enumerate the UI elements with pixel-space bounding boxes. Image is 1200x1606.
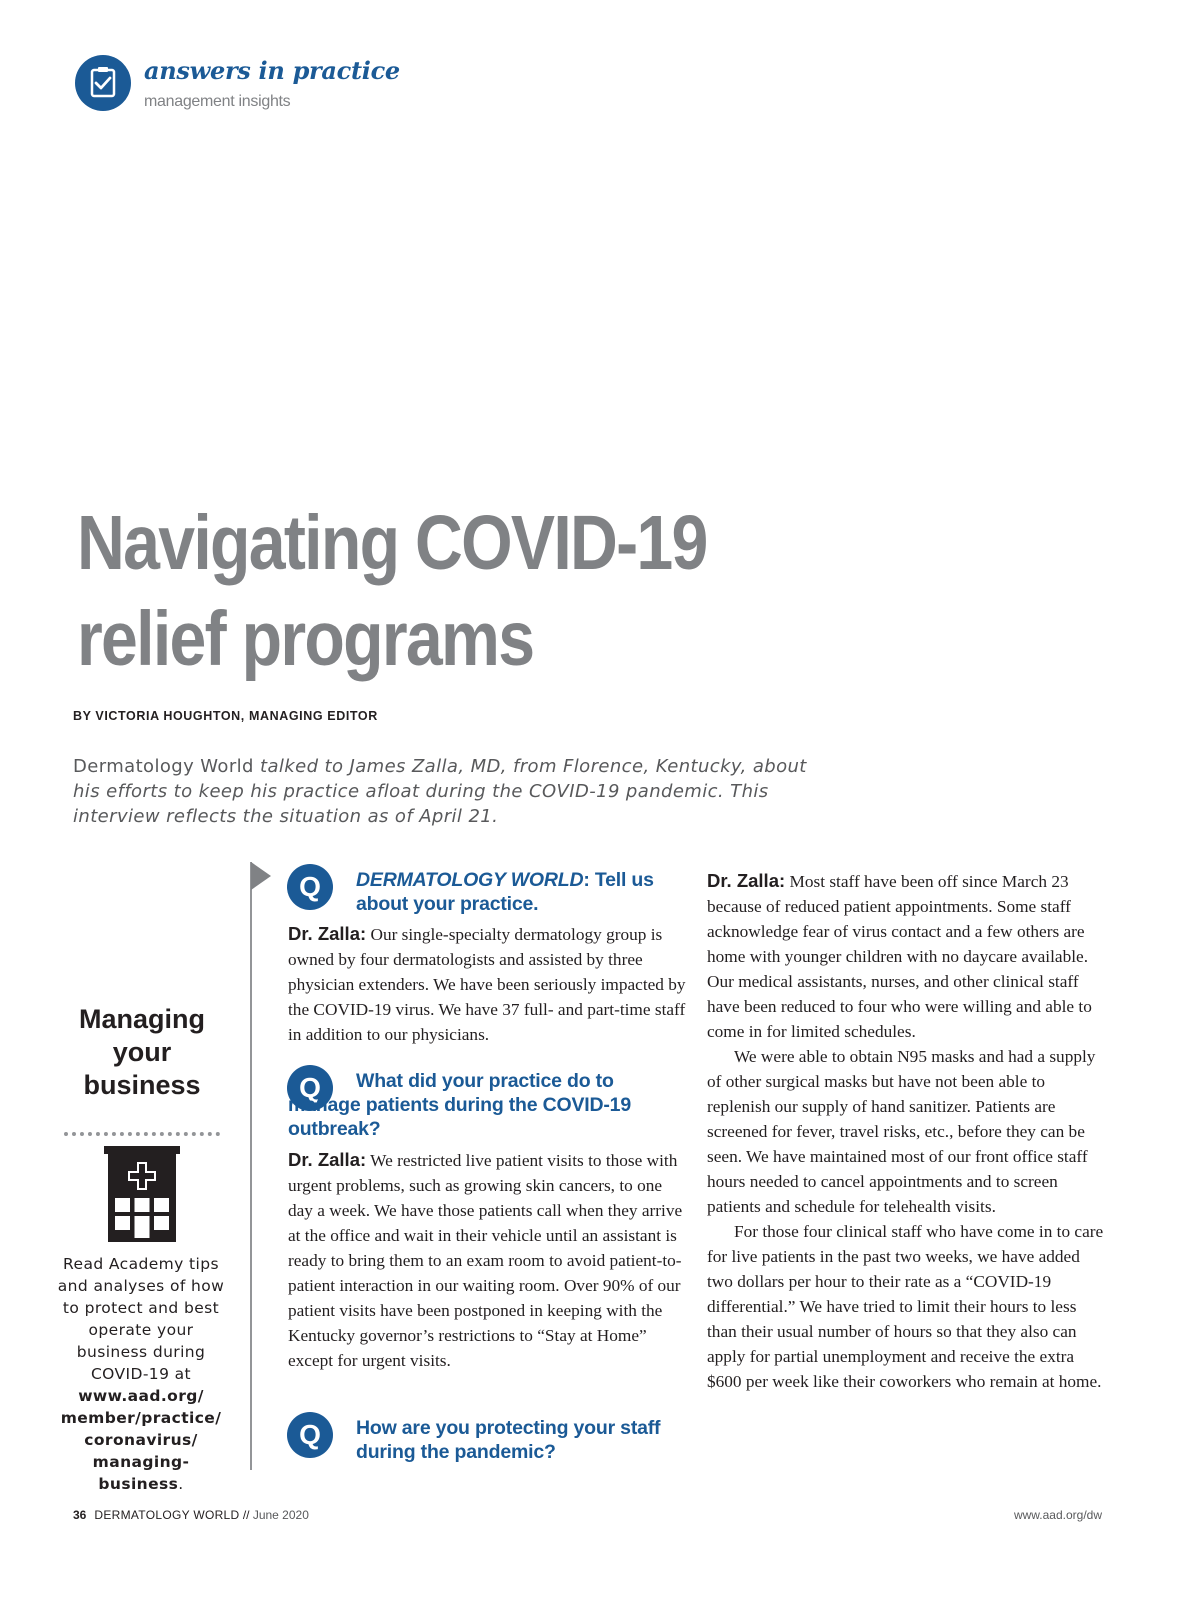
headline-line-2: relief programs	[77, 596, 534, 682]
page-number: 36	[73, 1508, 87, 1522]
answer-1: Dr. Zalla: Our single-specialty dermatology group is owned by four dermatologists and assisted by three physician extenders. We have been seriously impacted by the COVID-19 virus. We have 37 full- and part-time staff in addition to our physicians.	[288, 923, 686, 1044]
q-badge-icon: Q	[287, 1065, 333, 1111]
section-subtitle: management insights	[144, 93, 291, 110]
footer-magazine: DERMATOLOGY WORLD	[94, 1508, 240, 1522]
q-badge-icon: Q	[287, 1412, 333, 1458]
answer-2: Dr. Zalla: We restricted live patient visits to those with urgent problems, such as growing skin cancers, to one day a week. We have those patients call when they arrive at the office and wait in their vehicle until an assistant is ready to bring them to an exam room to avoid patient-to-patient interaction in our waiting room. Over 90% of our patient visits have been postponed in keeping with the Kentucky governor’s restrictions to “Stay at Home” except for urgent visits.	[288, 1149, 683, 1370]
speaker-label: Dr. Zalla:	[288, 923, 367, 944]
clipboard-check-icon	[75, 55, 131, 111]
q-badge-icon: Q	[287, 864, 333, 910]
pointer-arrow-icon	[251, 862, 271, 890]
medical-building-icon	[104, 1146, 180, 1242]
section-logo	[75, 55, 131, 111]
sidebar-link[interactable]: www.aad.org/ member/practice/ coronavirus/ managing-business	[60, 1387, 222, 1493]
article-headline	[77, 495, 782, 687]
article-intro	[73, 754, 833, 829]
intro-text: talked to James Zalla, MD, from Florence, Kentucky, about his efforts to keep his practice afloat during the COVID-19 pandemic. This interview reflects the situation as of April 21.	[73, 756, 807, 827]
sidebar-title: Managing your business	[79, 1004, 205, 1100]
sidebar-text: Read Academy tips and analyses of how to protect and best operate your business during COVID-19 at www.aad.org/ member/practice/ coronavirus/ managing-business.	[57, 1255, 225, 1493]
footer-url[interactable]: www.aad.org/dw	[1013, 1508, 1102, 1522]
section-title: answers in practice	[144, 56, 400, 85]
answer-3: Dr. Zalla: Most staff have been off since March 23 because of reduced patient appointments. Some staff acknowledge fear of virus contact and a few others are home with younger children with no daycare available. Our medical assistants, nurses, and other clinical staff have been reduced to four who were willing and able to come in for limited schedules. We were able to obtain N95 masks and had a supply of other surgical masks but have not been able to replenish our supply of hand sanitizer. Patients are screened for fever, travel risks, etc., before they can be seen. We have maintained most of our front office staff hours needed to cancel appointments and to screen patients and schedule for telehealth visits. For those four clinical staff who have come in to care for live patients in the past two weeks, we have added two dollars per hour to their rate as a “COVID-19 differential.” We have tried to limit their hours to less than their usual number of hours so that they also can apply for partial unemployment and receive the extra $600 per week like their coworkers who remain at home.	[707, 870, 1104, 1391]
headline-line-1: Navigating COVID-19	[77, 500, 707, 586]
byline: BY VICTORIA HOUGHTON, MANAGING EDITOR	[73, 709, 378, 723]
speaker-label: Dr. Zalla:	[707, 870, 786, 891]
sidebar-divider	[64, 1132, 220, 1136]
column-rule	[250, 862, 252, 1470]
footer-date: June 2020	[252, 1508, 309, 1522]
footer-left: 36 DERMATOLOGY WORLD // June 2020	[73, 1508, 309, 1522]
question-2: What did your practice do to manage patients during the COVID-19 outbreak?	[288, 1070, 631, 1140]
question-3: How are you protecting your staff during the pandemic?	[356, 1417, 661, 1463]
question-1: DERMATOLOGY WORLD: Tell us about your practice.	[356, 869, 654, 915]
intro-publication: Dermatology World	[73, 756, 254, 777]
speaker-label: Dr. Zalla:	[288, 1149, 367, 1170]
